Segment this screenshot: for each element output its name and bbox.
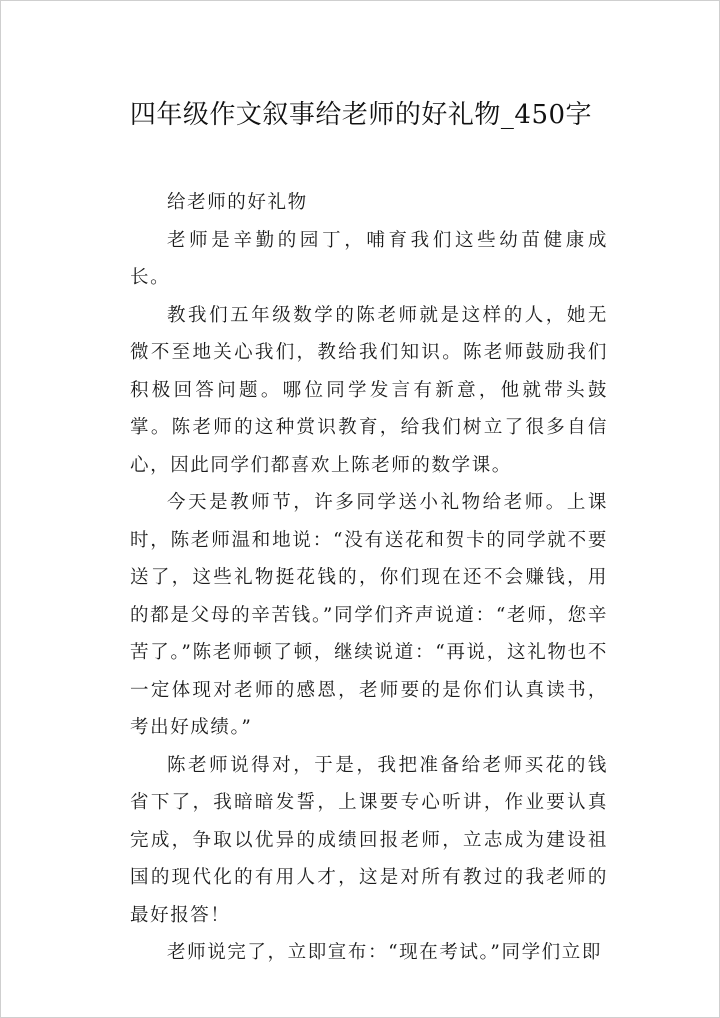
paragraph: 陈老师说得对，于是，我把准备给老师买花的钱省下了，我暗暗发誓，上课要专心听讲，作业要认真完成，争取以优异的成绩回报老师，立志成为建设祖国的现代化的有用人才，这是对所有教过的我老师的最好报答！ xyxy=(130,754,608,926)
paragraph: 老师是辛勤的园丁，哺育我们这些幼苗健康成长。 xyxy=(130,229,608,288)
paragraph: 老师说完了，立即宣布：“现在考试。”同学们立即 xyxy=(167,942,602,963)
document-body xyxy=(130,184,608,972)
paragraph: 教我们五年级数学的陈老师就是这样的人，她无微不至地关心我们，教给我们知识。陈老师鼓励我们积极回答问题。哪位同学发言有新意，他就带头鼓掌。陈老师的这种赏识教育，给我们树立了很多自信心，因此同学们都喜欢上陈老师的数学课。 xyxy=(130,304,608,476)
paragraph: 今天是教师节，许多同学送小礼物给老师。上课时，陈老师温和地说：“没有送花和贺卡的同学就不要送了，这些礼物挺花钱的，你们现在还不会赚钱，用的都是父母的辛苦钱。”同学们齐声说道：“老师，您辛苦了。”陈老师顿了顿，继续说道：“再说，这礼物也不一定体现对老师的感恩，老师要的是你们认真读书，考出好成绩。” xyxy=(130,492,608,738)
document-title: 四年级作文叙事给老师的好礼物_450字 xyxy=(129,100,593,130)
paragraph-subtitle: 给老师的好礼物 xyxy=(167,192,308,213)
